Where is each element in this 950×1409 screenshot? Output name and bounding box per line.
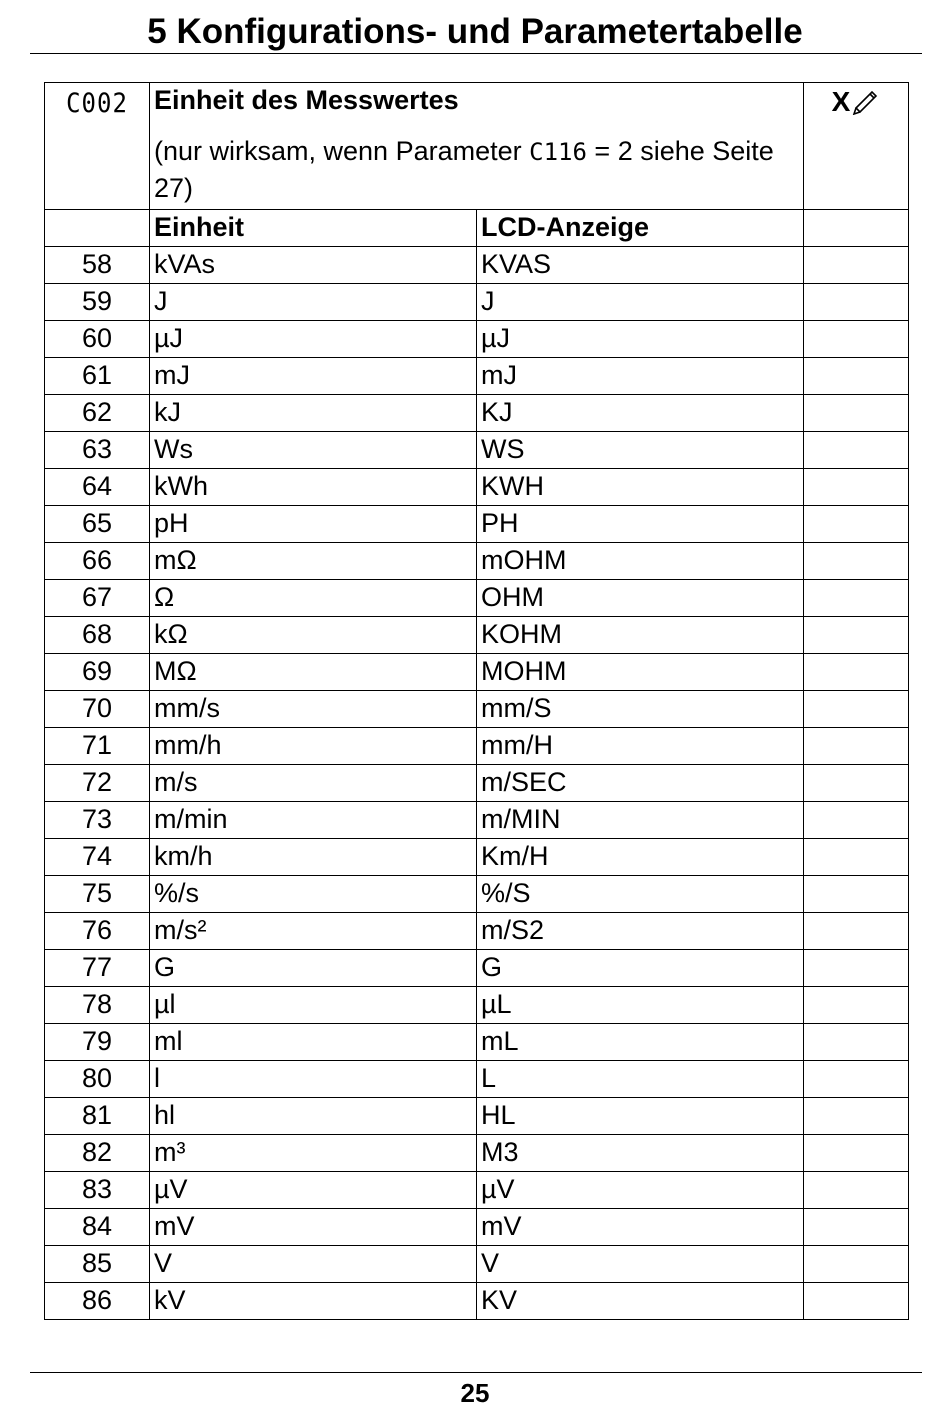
table-row (45, 284, 909, 321)
row-flag-empty (804, 728, 909, 765)
row-lcd: J (477, 284, 804, 321)
row-number: 65 (45, 506, 150, 543)
row-number: 74 (45, 839, 150, 876)
row-unit: mm/s (150, 691, 477, 728)
row-lcd: mOHM (477, 543, 804, 580)
row-number: 77 (45, 950, 150, 987)
row-lcd: PH (477, 506, 804, 543)
row-flag-empty (804, 1172, 909, 1209)
row-lcd: mm/H (477, 728, 804, 765)
row-flag-empty (804, 321, 909, 358)
row-flag-empty (804, 580, 909, 617)
page-number: 25 (460, 1378, 490, 1408)
table-row (45, 1061, 909, 1098)
parameter-note (154, 133, 803, 206)
table-row (45, 1283, 909, 1320)
table-row (45, 654, 909, 691)
row-unit: mJ (150, 358, 477, 395)
row-lcd: MOHM (477, 654, 804, 691)
row-number: 64 (45, 469, 150, 506)
row-lcd: mL (477, 1024, 804, 1061)
row-lcd: KV (477, 1283, 804, 1320)
row-flag-empty (804, 432, 909, 469)
row-number: 84 (45, 1209, 150, 1246)
row-unit: m/s (150, 765, 477, 802)
row-number: 82 (45, 1135, 150, 1172)
row-lcd: HL (477, 1098, 804, 1135)
row-number: 73 (45, 802, 150, 839)
row-flag-empty (804, 1246, 909, 1283)
row-unit: µJ (150, 321, 477, 358)
table-row (45, 950, 909, 987)
parameter-title: Einheit des Messwertes (154, 85, 459, 115)
table-row (45, 543, 909, 580)
row-flag-empty (804, 1061, 909, 1098)
row-number: 58 (45, 247, 150, 284)
row-number: 85 (45, 1246, 150, 1283)
row-unit: m³ (150, 1135, 477, 1172)
table-row (45, 728, 909, 765)
row-unit: ml (150, 1024, 477, 1061)
row-lcd: µJ (477, 321, 804, 358)
table-row (45, 1024, 909, 1061)
row-lcd: m/MIN (477, 802, 804, 839)
row-lcd: WS (477, 432, 804, 469)
row-number: 67 (45, 580, 150, 617)
row-flag-empty (804, 469, 909, 506)
flag-x: X (831, 86, 851, 118)
row-flag-empty (804, 802, 909, 839)
row-lcd: mV (477, 1209, 804, 1246)
row-lcd: µV (477, 1172, 804, 1209)
row-lcd: m/SEC (477, 765, 804, 802)
table-row (45, 1172, 909, 1209)
row-unit: kV (150, 1283, 477, 1320)
table-row (45, 876, 909, 913)
note-prefix: (nur wirksam, wenn Parameter (154, 136, 530, 166)
row-number: 69 (45, 654, 150, 691)
row-number: 78 (45, 987, 150, 1024)
row-unit: kVAs (150, 247, 477, 284)
column-header-flag-empty (804, 210, 909, 247)
row-lcd: Km/H (477, 839, 804, 876)
row-unit: m/s² (150, 913, 477, 950)
column-header-unit: Einheit (150, 210, 477, 247)
row-number: 72 (45, 765, 150, 802)
row-number: 66 (45, 543, 150, 580)
note-code: C116 (529, 138, 587, 166)
row-unit: m/min (150, 802, 477, 839)
row-number: 68 (45, 617, 150, 654)
row-unit: Ws (150, 432, 477, 469)
row-lcd: G (477, 950, 804, 987)
row-lcd: KOHM (477, 617, 804, 654)
row-number: 81 (45, 1098, 150, 1135)
row-number: 63 (45, 432, 150, 469)
row-number: 80 (45, 1061, 150, 1098)
row-lcd: m/S2 (477, 913, 804, 950)
table-row (45, 1135, 909, 1172)
row-unit: µl (150, 987, 477, 1024)
row-flag-empty (804, 358, 909, 395)
row-unit: kWh (150, 469, 477, 506)
row-flag-empty (804, 1135, 909, 1172)
row-number: 83 (45, 1172, 150, 1209)
header-rule (30, 53, 922, 54)
row-lcd: KWH (477, 469, 804, 506)
table-row (45, 802, 909, 839)
row-flag-empty (804, 247, 909, 284)
row-lcd: KJ (477, 395, 804, 432)
row-number: 71 (45, 728, 150, 765)
table-row (45, 765, 909, 802)
row-lcd: OHM (477, 580, 804, 617)
table-row (45, 506, 909, 543)
table-row (45, 321, 909, 358)
row-unit: Ω (150, 580, 477, 617)
row-flag-empty (804, 395, 909, 432)
row-flag-empty (804, 1098, 909, 1135)
row-number: 59 (45, 284, 150, 321)
row-unit: mV (150, 1209, 477, 1246)
row-unit: mm/h (150, 728, 477, 765)
row-unit: mΩ (150, 543, 477, 580)
row-flag-empty (804, 617, 909, 654)
parameter-flag-cell (804, 83, 909, 210)
row-unit: MΩ (150, 654, 477, 691)
table-row (45, 247, 909, 284)
table-row (45, 691, 909, 728)
row-number: 61 (45, 358, 150, 395)
row-flag-empty (804, 284, 909, 321)
table-row (45, 580, 909, 617)
row-lcd: µL (477, 987, 804, 1024)
table-row (45, 395, 909, 432)
table-row (45, 1098, 909, 1135)
row-flag-empty (804, 654, 909, 691)
row-number: 76 (45, 913, 150, 950)
row-flag-empty (804, 913, 909, 950)
table-row (45, 432, 909, 469)
row-unit: kΩ (150, 617, 477, 654)
row-flag-empty (804, 1209, 909, 1246)
pencil-icon (850, 85, 880, 123)
row-lcd: mm/S (477, 691, 804, 728)
table-row (45, 987, 909, 1024)
row-lcd: KVAS (477, 247, 804, 284)
parameter-table (44, 82, 909, 1320)
row-flag-empty (804, 1283, 909, 1320)
row-lcd: %/S (477, 876, 804, 913)
row-lcd: V (477, 1246, 804, 1283)
row-flag-empty (804, 691, 909, 728)
row-lcd: L (477, 1061, 804, 1098)
table-row (45, 1209, 909, 1246)
table-row (45, 617, 909, 654)
row-number: 79 (45, 1024, 150, 1061)
parameter-header-row (45, 83, 909, 210)
row-flag-empty (804, 543, 909, 580)
row-flag-empty (804, 765, 909, 802)
row-number: 70 (45, 691, 150, 728)
row-unit: µV (150, 1172, 477, 1209)
parameter-description-cell (150, 83, 804, 210)
column-header-row (45, 210, 909, 247)
row-unit: V (150, 1246, 477, 1283)
row-unit: kJ (150, 395, 477, 432)
parameter-code-cell (45, 83, 150, 210)
row-unit: km/h (150, 839, 477, 876)
row-unit: hl (150, 1098, 477, 1135)
table-row (45, 358, 909, 395)
row-flag-empty (804, 876, 909, 913)
row-flag-empty (804, 506, 909, 543)
row-number: 62 (45, 395, 150, 432)
table-row (45, 469, 909, 506)
row-unit: l (150, 1061, 477, 1098)
row-unit: J (150, 284, 477, 321)
footer-rule (30, 1372, 922, 1373)
row-lcd: M3 (477, 1135, 804, 1172)
row-unit: pH (150, 506, 477, 543)
row-flag-empty (804, 950, 909, 987)
row-flag-empty (804, 839, 909, 876)
column-header-empty (45, 210, 150, 247)
parameter-code: C002 (66, 87, 128, 119)
column-header-lcd: LCD-Anzeige (477, 210, 804, 247)
row-lcd: mJ (477, 358, 804, 395)
table-row (45, 839, 909, 876)
row-unit: %/s (150, 876, 477, 913)
row-unit: G (150, 950, 477, 987)
table-row (45, 1246, 909, 1283)
page-title: 5 Konfigurations- und Parametertabelle (147, 12, 803, 51)
note-suffix: = 2 siehe Seite 27) (154, 136, 774, 203)
row-number: 60 (45, 321, 150, 358)
row-number: 75 (45, 876, 150, 913)
row-flag-empty (804, 987, 909, 1024)
table-row (45, 913, 909, 950)
row-number: 86 (45, 1283, 150, 1320)
row-flag-empty (804, 1024, 909, 1061)
